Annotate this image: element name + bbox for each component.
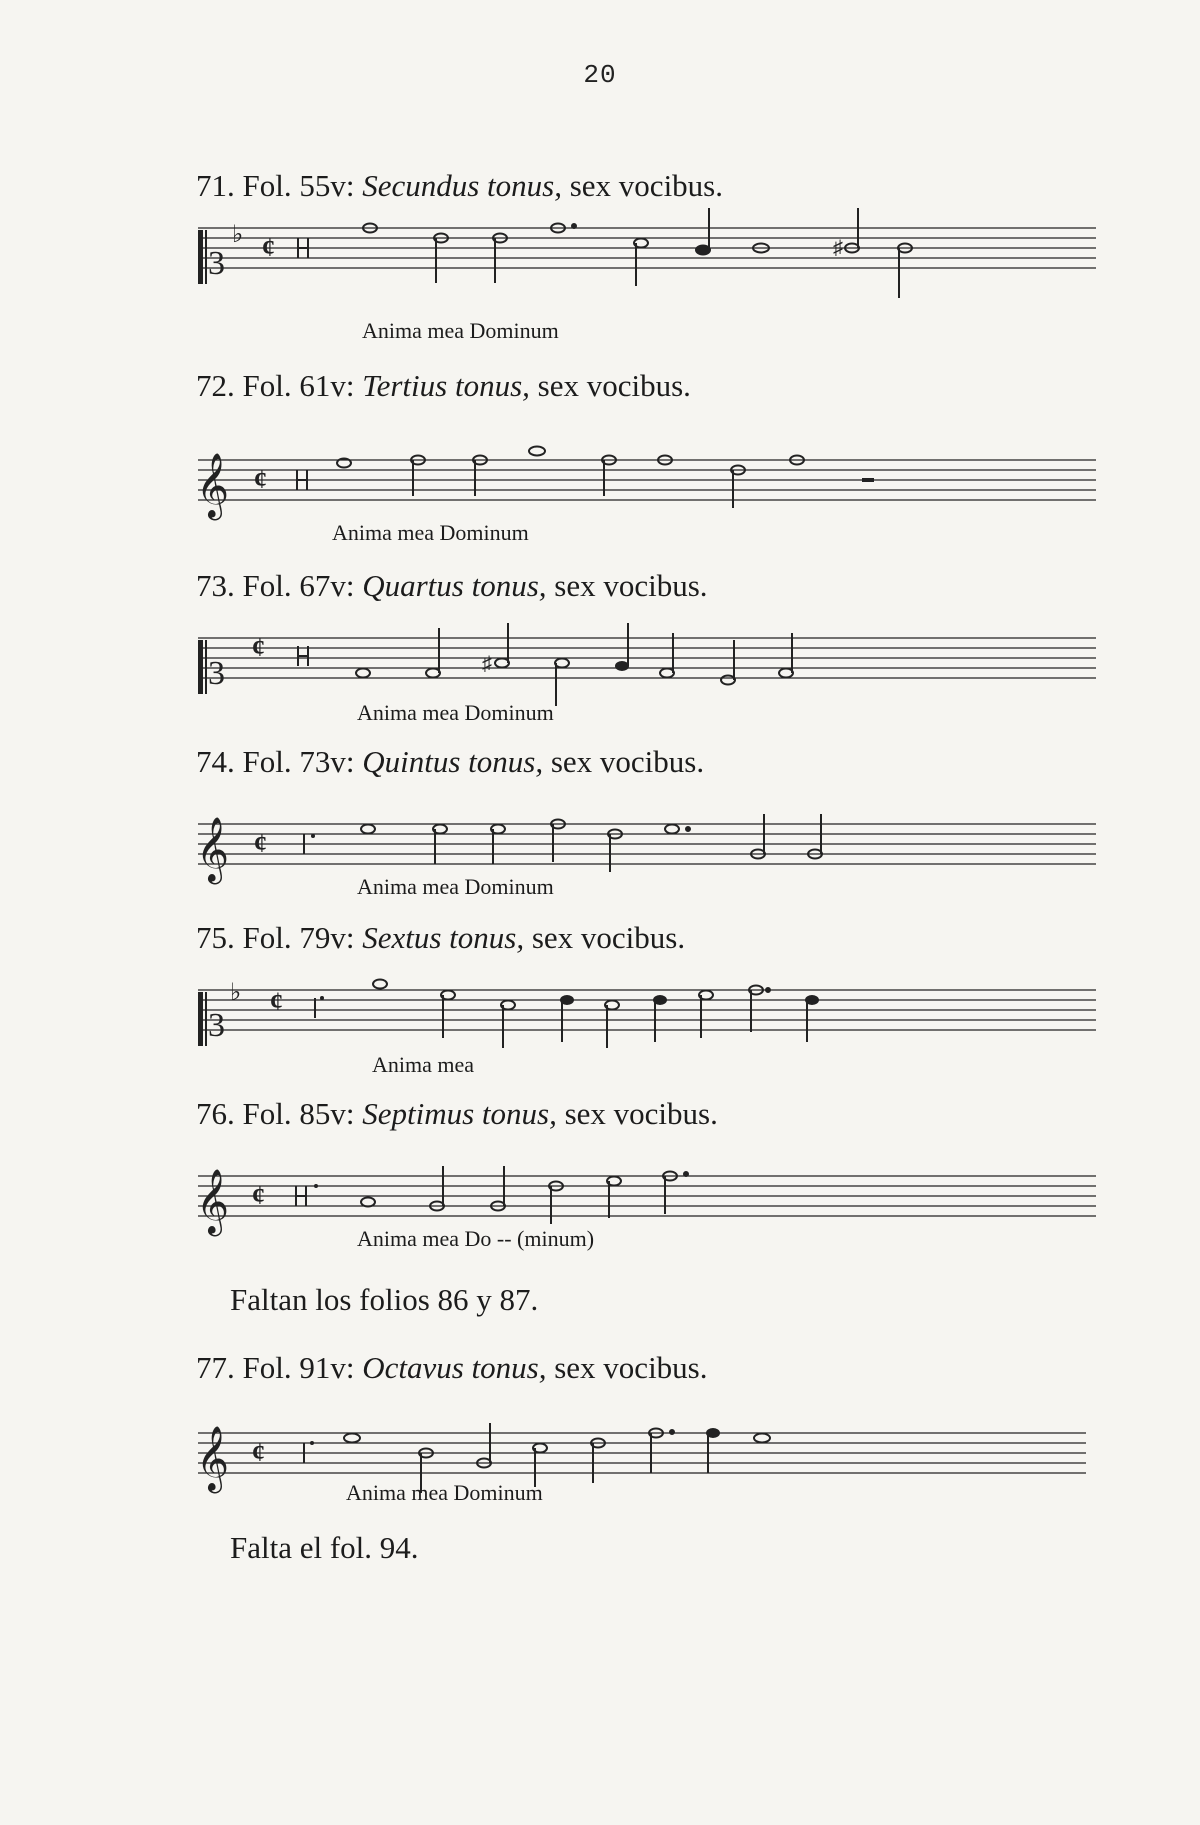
voices: sex vocibus. <box>537 368 691 403</box>
folio-ref: Fol. 61v: <box>242 368 355 403</box>
treble-clef-icon: 𝄞 <box>196 1428 230 1490</box>
folio-ref: Fol. 85v: <box>242 1096 355 1131</box>
entry-number: 74. <box>196 744 235 779</box>
entry-heading <box>196 1350 708 1386</box>
tone-name: Secundus tonus, <box>362 168 562 203</box>
music-staff <box>0 1395 1200 1505</box>
catalog-entry-76 <box>0 1096 1200 1276</box>
voices: sex vocibus. <box>554 1350 708 1385</box>
incipit-text: Anima mea Do -- (minum) <box>357 1226 595 1251</box>
incipit-text: Anima mea <box>372 1052 475 1077</box>
entry-heading <box>196 744 704 780</box>
catalog-entry-71 <box>0 168 1200 348</box>
time-signature-icon: ¢ <box>252 1181 265 1210</box>
missing-folio-note: Falta el fol. 94. <box>230 1530 419 1565</box>
catalog-entry-74 <box>0 744 1200 924</box>
entry-heading <box>196 920 685 956</box>
entry-heading <box>196 368 691 404</box>
entry-heading <box>196 168 723 204</box>
voices: sex vocibus. <box>554 568 708 603</box>
missing-folios-note: Faltan los folios 86 y 87. <box>230 1282 539 1317</box>
page-number: 20 <box>583 60 617 90</box>
entry-heading <box>196 1096 718 1132</box>
music-staff <box>0 970 1200 1080</box>
voices: sex vocibus. <box>550 744 705 779</box>
incipit-notes <box>361 814 822 872</box>
time-signature-icon: ¢ <box>254 829 267 858</box>
music-staff <box>0 1136 1200 1246</box>
flat-icon: ♭ <box>232 222 244 248</box>
tone-name: Sextus tonus, <box>362 920 525 955</box>
voices: sex vocibus. <box>564 1096 718 1131</box>
folio-ref: Fol. 55v: <box>242 168 355 203</box>
incipit-notes <box>361 1166 688 1224</box>
incipit-notes <box>356 623 793 706</box>
incipit-text: Anima mea Dominum <box>362 318 559 343</box>
catalog-entry-73 <box>0 568 1200 748</box>
time-signature-icon: ¢ <box>252 1438 265 1467</box>
svg-text:3: 3 <box>208 245 225 282</box>
flat-icon: ♭ <box>230 980 242 1006</box>
incipit-text: Anima mea Dominum <box>332 520 529 545</box>
svg-text:♯: ♯ <box>833 237 843 259</box>
tone-name: Octavus tonus, <box>362 1350 547 1385</box>
entry-number: 71. <box>196 168 235 203</box>
entry-number: 73. <box>196 568 235 603</box>
entry-number: 76. <box>196 1096 235 1131</box>
incipit-text: Anima mea Dominum <box>357 874 554 899</box>
treble-clef-icon: 𝄞 <box>196 1171 230 1233</box>
incipit-text: Anima mea Dominum <box>357 700 554 725</box>
time-signature-icon: ¢ <box>262 233 275 262</box>
treble-clef-icon: 𝄞 <box>196 819 230 881</box>
music-staff <box>0 208 1200 318</box>
folio-ref: Fol. 67v: <box>242 568 355 603</box>
folio-ref: Fol. 73v: <box>242 744 355 779</box>
voices: sex vocibus. <box>569 168 723 203</box>
tone-name: Quintus tonus, <box>362 744 544 779</box>
tone-name: Tertius tonus, <box>362 368 530 403</box>
entry-number: 77. <box>196 1350 235 1385</box>
entry-number: 75. <box>196 920 235 955</box>
music-staff <box>0 784 1200 894</box>
music-staff <box>0 618 1200 728</box>
catalog-entry-77 <box>0 1350 1200 1530</box>
catalog-entry-75 <box>0 920 1200 1100</box>
svg-text:3: 3 <box>208 655 225 692</box>
music-staff <box>0 418 1200 528</box>
entry-heading <box>196 568 708 604</box>
incipit-notes <box>363 208 912 298</box>
folio-ref: Fol. 91v: <box>242 1350 355 1385</box>
time-signature-icon: ¢ <box>270 987 283 1016</box>
tone-name: Septimus tonus, <box>362 1096 557 1131</box>
entry-number: 72. <box>196 368 235 403</box>
catalog-entry-72 <box>0 368 1200 548</box>
time-signature-icon: ¢ <box>254 465 267 494</box>
svg-text:3: 3 <box>208 1007 225 1044</box>
incipit-text: Anima mea Dominum <box>346 1480 543 1505</box>
incipit-notes <box>337 447 804 509</box>
svg-text:♯: ♯ <box>482 653 492 675</box>
tone-name: Quartus tonus, <box>362 568 547 603</box>
treble-clef-icon: 𝄞 <box>196 455 230 517</box>
voices: sex vocibus. <box>531 920 686 955</box>
time-signature-icon: ¢ <box>252 633 265 662</box>
folio-ref: Fol. 79v: <box>242 920 355 955</box>
